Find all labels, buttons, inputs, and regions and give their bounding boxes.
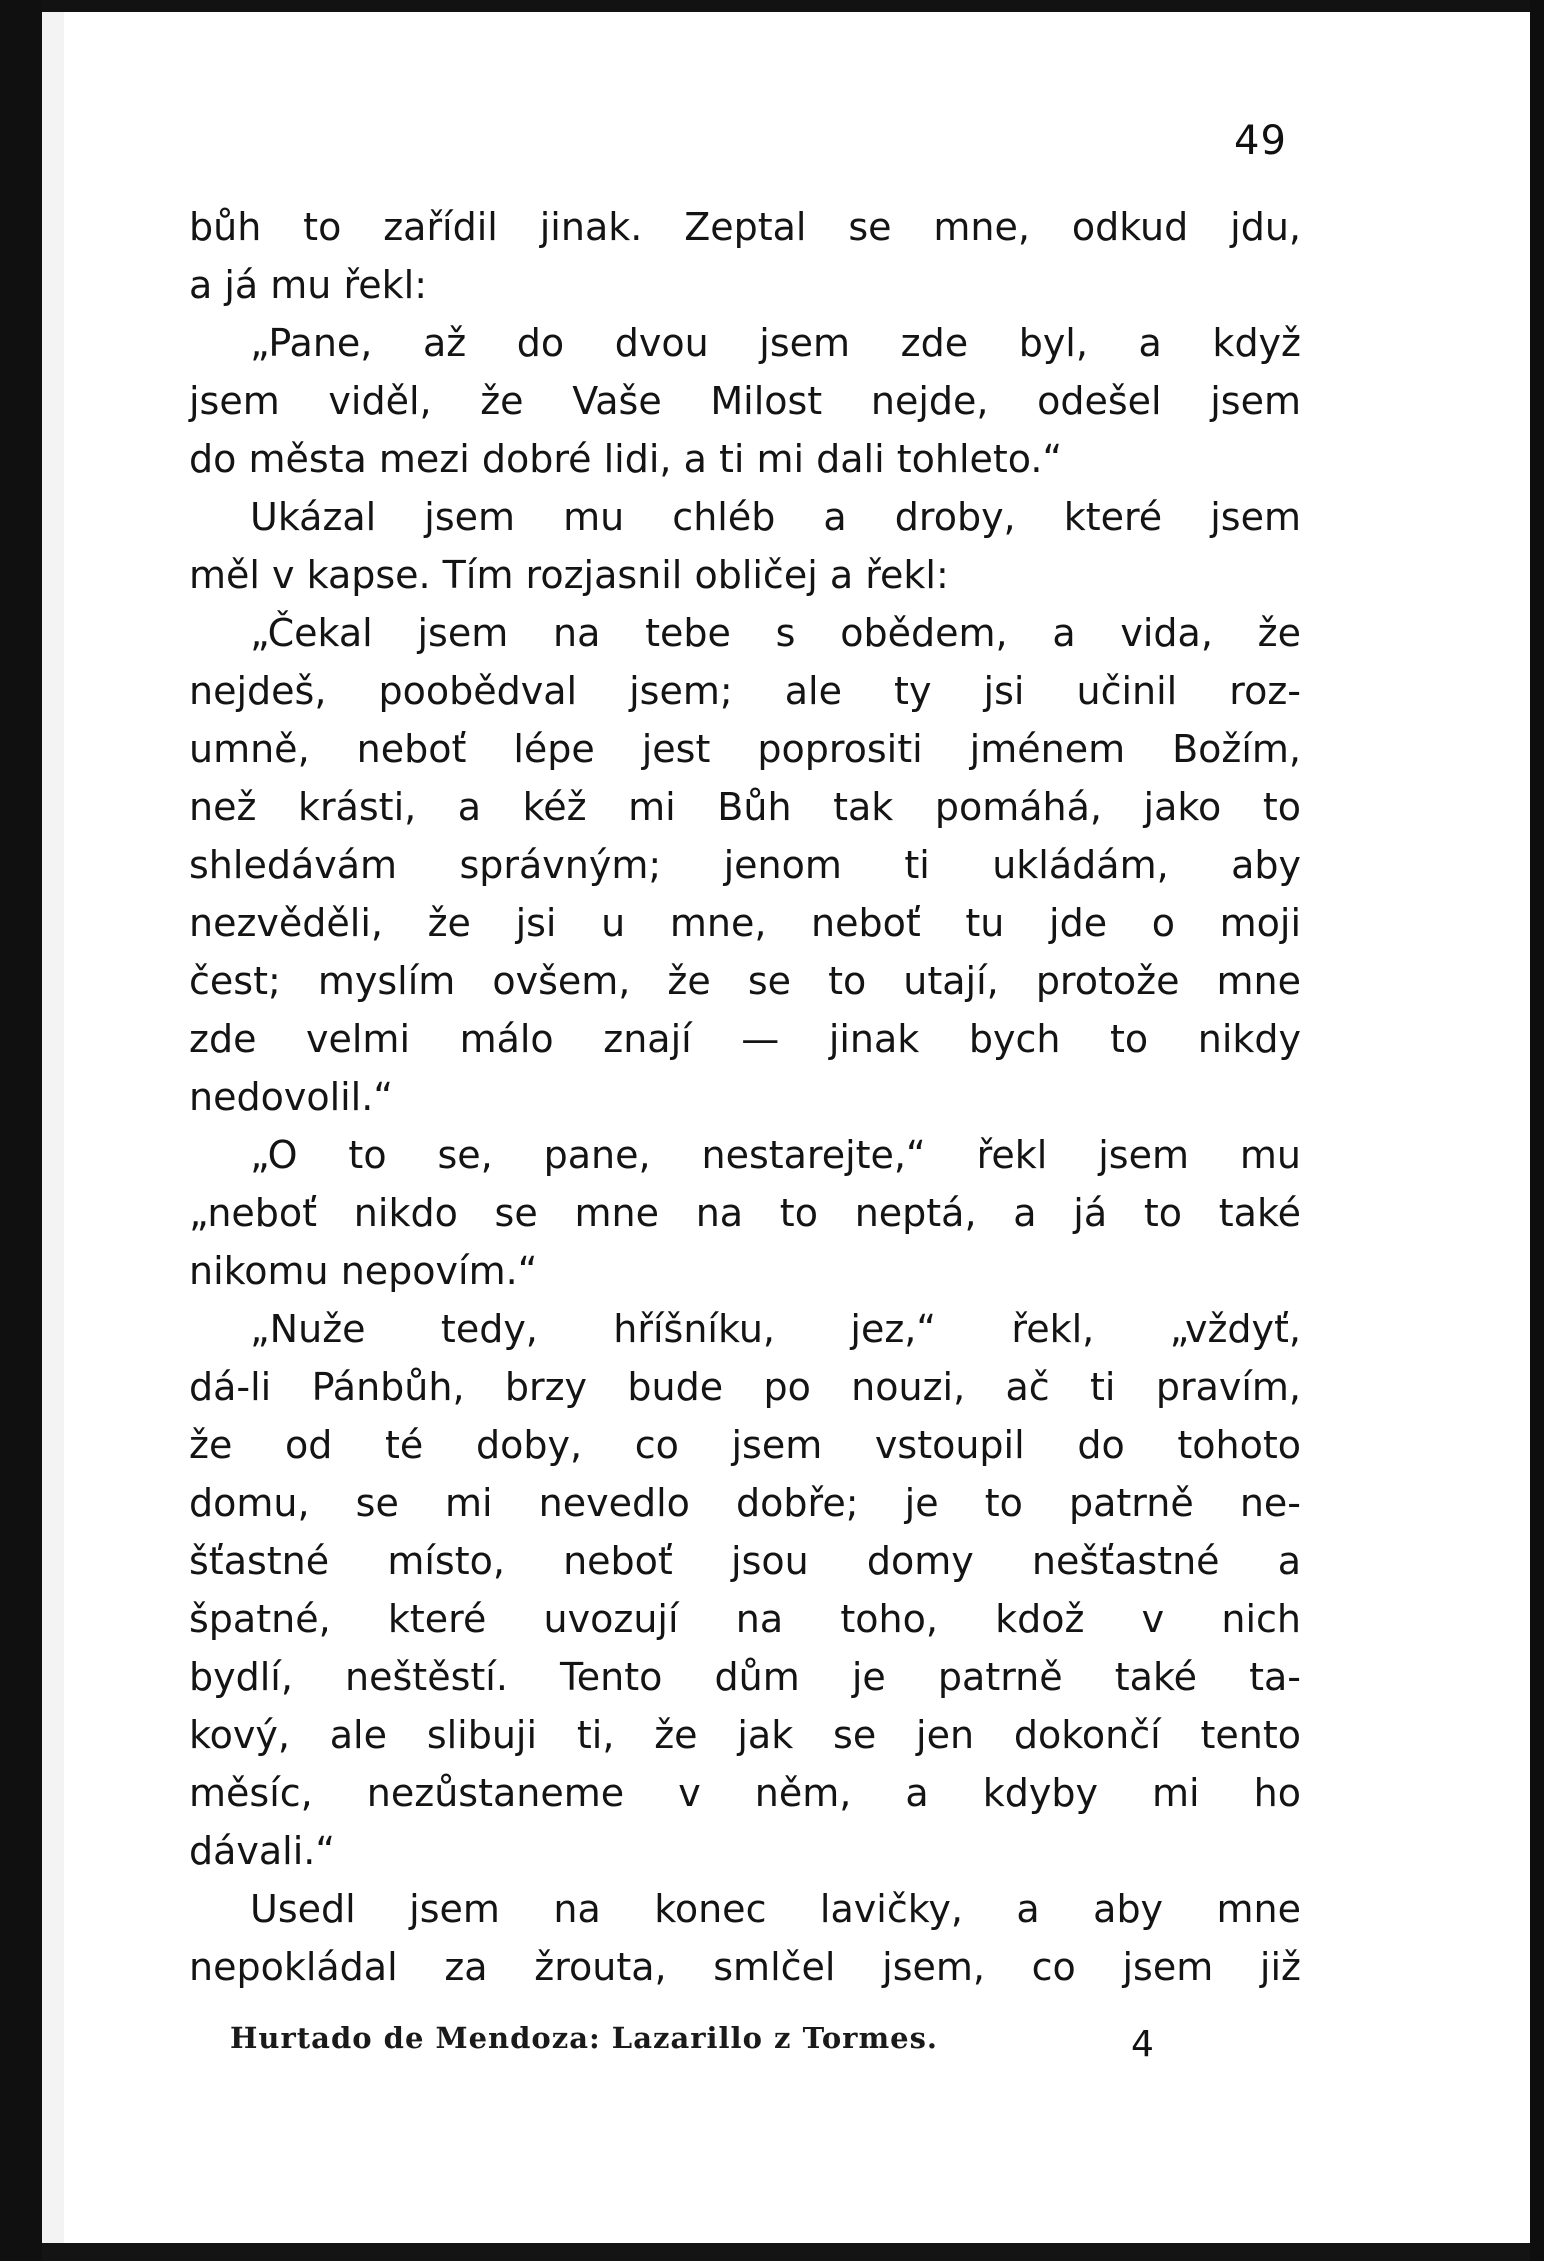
text-line: bydlí, neštěstí. Tento dům je patrně také ta-	[189, 1655, 1301, 1699]
text-line: nedovolil.“	[189, 1075, 394, 1119]
text-line: „Čekal jsem na tebe s obědem, a vida, že	[250, 611, 1301, 655]
text-line: špatné, které uvozují na toho, kdož v nich	[189, 1597, 1301, 1641]
text-line: dá-li Pánbůh, brzy bude po nouzi, ač ti pravím,	[189, 1365, 1301, 1409]
text-line: „neboť nikdo se mne na to neptá, a já to také	[189, 1191, 1301, 1235]
scan-border-bottom	[42, 2243, 1530, 2261]
text-line: nezvěděli, že jsi u mne, neboť tu jde o moji	[189, 901, 1301, 945]
text-line: bůh to zařídil jinak. Zeptal se mne, odkud jdu,	[189, 205, 1301, 249]
text-line: „Nuže tedy, hříšníku, jez,“ řekl, „vždyť,	[250, 1307, 1301, 1351]
text-line: do města mezi dobré lidi, a ti mi dali tohleto.“	[189, 437, 1063, 481]
text-line: jsem viděl, že Vaše Milost nejde, odešel jsem	[189, 379, 1301, 423]
text-line: dávali.“	[189, 1829, 336, 1873]
text-line: „Pane, až do dvou jsem zde byl, a když	[250, 321, 1301, 365]
text-line: nejdeš, poobědval jsem; ale ty jsi učinil roz-	[189, 669, 1301, 713]
text-line: „O to se, pane, nestarejte,“ řekl jsem mu	[250, 1133, 1301, 1177]
signature-mark: 4	[1131, 2024, 1154, 2065]
page-gutter	[42, 0, 64, 2261]
text-line: a já mu řekl:	[189, 263, 428, 307]
scan-border-left	[0, 0, 42, 2261]
text-line: kový, ale slibuji ti, že jak se jen dokončí tento	[189, 1713, 1301, 1757]
text-line: shledávám správným; jenom ti ukládám, aby	[189, 843, 1301, 887]
text-line: šťastné místo, neboť jsou domy nešťastné a	[189, 1539, 1301, 1583]
text-line: domu, se mi nevedlo dobře; je to patrně ne-	[189, 1481, 1301, 1525]
text-line: měsíc, nezůstaneme v něm, a kdyby mi ho	[189, 1771, 1301, 1815]
text-line: že od té doby, co jsem vstoupil do tohoto	[189, 1423, 1301, 1467]
body-text	[189, 198, 1301, 1996]
text-line: zde velmi málo znají — jinak bych to nikdy	[189, 1017, 1301, 1061]
scan-border-right	[1530, 0, 1544, 2261]
scan-border-top	[42, 0, 1530, 12]
text-line: nepokládal za žrouta, smlčel jsem, co jsem již	[189, 1945, 1301, 1989]
text-line: Ukázal jsem mu chléb a droby, které jsem	[250, 495, 1301, 539]
footer-book-title: Hurtado de Mendoza: Lazarillo z Tormes.	[230, 2021, 939, 2055]
text-line: čest; myslím ovšem, že se to utají, protože mne	[189, 959, 1301, 1003]
text-line: umně, neboť lépe jest poprositi jménem Božím,	[189, 727, 1301, 771]
text-line: nikomu nepovím.“	[189, 1249, 538, 1293]
text-line: měl v kapse. Tím rozjasnil obličej a řekl:	[189, 553, 949, 597]
page-number: 49	[1234, 118, 1287, 164]
text-line: než krásti, a kéž mi Bůh tak pomáhá, jako to	[189, 785, 1301, 829]
text-line: Usedl jsem na konec lavičky, a aby mne	[250, 1887, 1301, 1931]
